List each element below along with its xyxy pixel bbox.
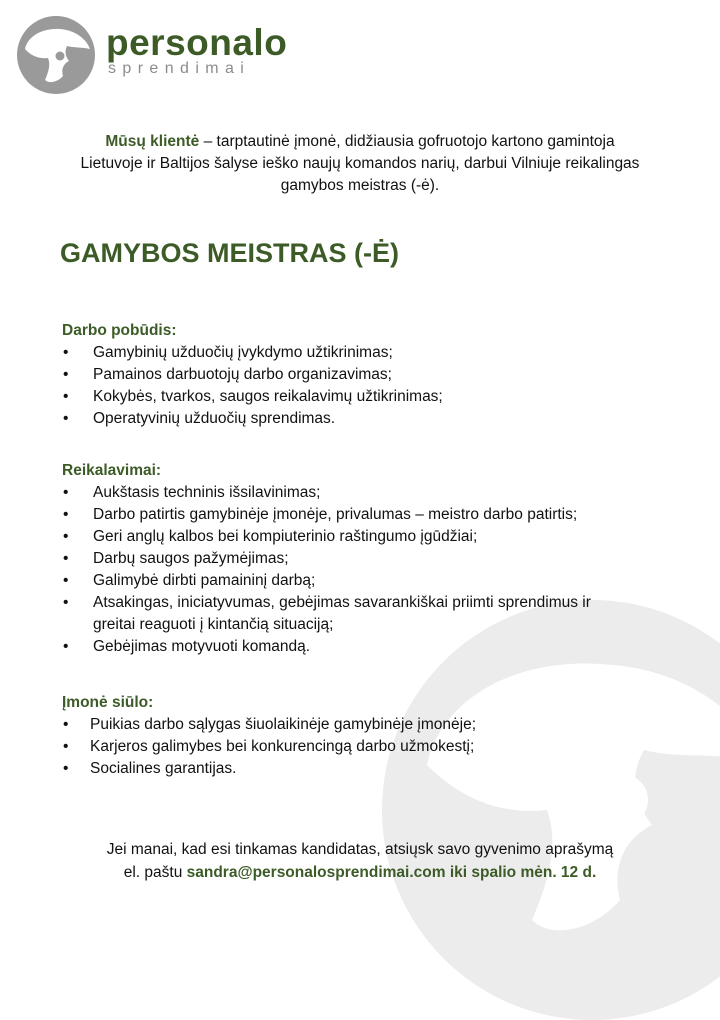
list-item: • Geri anglų kalbos bei kompiuterinio raštingumo įgūdžiai; bbox=[62, 526, 672, 548]
offers-heading: Įmonė siūlo: bbox=[62, 694, 154, 711]
bullet: • bbox=[63, 506, 69, 523]
contact-line-1: Jei manai, kad esi tinkamas kandidatas, atsiųsk savo gyvenimo aprašymą bbox=[106, 841, 614, 858]
bullet: • bbox=[63, 484, 69, 501]
bullet: • bbox=[63, 760, 69, 777]
duties-list bbox=[62, 342, 672, 430]
list-item: • Operatyvinių užduočių sprendimas. bbox=[62, 408, 672, 430]
list-item: • Socialines garantijas. bbox=[62, 758, 672, 780]
bullet: • bbox=[63, 594, 69, 611]
bullet: • bbox=[63, 638, 69, 655]
bullet: • bbox=[63, 550, 69, 567]
list-item: • Pamainos darbuotojų darbo organizavimas; bbox=[62, 364, 672, 386]
bullet: • bbox=[63, 410, 69, 427]
tree-face-icon bbox=[16, 15, 96, 95]
intro-lead: Mūsų klientė bbox=[105, 133, 200, 150]
list-item: • Galimybė dirbti pamaininį darbą; bbox=[62, 570, 672, 592]
bullet: • bbox=[63, 738, 69, 755]
requirements-section bbox=[62, 460, 672, 658]
intro-text-1: – tarptautinė įmonė, didžiausia gofruotojo kartono gamintoja bbox=[199, 133, 615, 150]
company-logo bbox=[16, 15, 316, 95]
duties-heading: Darbo pobūdis: bbox=[62, 322, 177, 339]
contact-email-link[interactable]: sandra@personalosprendimai.com iki spalio mėn. 12 d. bbox=[186, 864, 597, 881]
offers-section bbox=[62, 692, 672, 780]
list-item: • Kokybės, tvarkos, saugos reikalavimų užtikrinimas; bbox=[62, 386, 672, 408]
list-item: • Aukštasis techninis išsilavinimas; bbox=[62, 482, 672, 504]
requirements-heading: Reikalavimai: bbox=[62, 462, 162, 479]
logo-subtitle: sprendimai bbox=[108, 60, 251, 77]
bullet: • bbox=[63, 528, 69, 545]
intro-text-3: gamybos meistras (-ė). bbox=[280, 177, 440, 194]
contact-paragraph bbox=[40, 838, 680, 884]
bullet: • bbox=[63, 716, 69, 733]
requirements-list bbox=[62, 482, 672, 658]
intro-text-2: Lietuvoje ir Baltijos šalyse ieško naujų komandos narių, darbui Vilniuje reikalingas bbox=[80, 155, 640, 172]
offers-list bbox=[62, 714, 672, 780]
bullet: • bbox=[63, 388, 69, 405]
list-item: • Atsakingas, iniciatyvumas, gebėjimas savarankiškai priimti sprendimus ir greitai reaguoti į kintančią situaciją; bbox=[63, 594, 591, 633]
logo-wordmark: personalo bbox=[106, 22, 288, 63]
list-item: • Darbo patirtis gamybinėje įmonėje, privalumas – meistro darbo patirtis; bbox=[62, 504, 672, 526]
contact-prefix: el. paštu bbox=[123, 864, 187, 881]
list-item: • Karjeros galimybes bei konkurencingą darbo užmokestį; bbox=[62, 736, 672, 758]
bullet: • bbox=[63, 366, 69, 383]
bullet: • bbox=[63, 344, 69, 361]
list-item: • Gamybinių užduočių įvykdymo užtikrinimas; bbox=[62, 342, 672, 364]
job-title: GAMYBOS MEISTRAS (-Ė) bbox=[60, 238, 400, 268]
intro-paragraph bbox=[40, 131, 680, 197]
watermark-tree-logo bbox=[382, 600, 720, 1020]
list-item: • Puikias darbo sąlygas šiuolaikinėje gamybinėje įmonėje; bbox=[62, 714, 672, 736]
list-item: • Darbų saugos pažymėjimas; bbox=[62, 548, 672, 570]
bullet: • bbox=[63, 572, 69, 589]
duties-section bbox=[62, 320, 672, 430]
list-item: • Gebėjimas motyvuoti komandą. bbox=[62, 636, 672, 658]
